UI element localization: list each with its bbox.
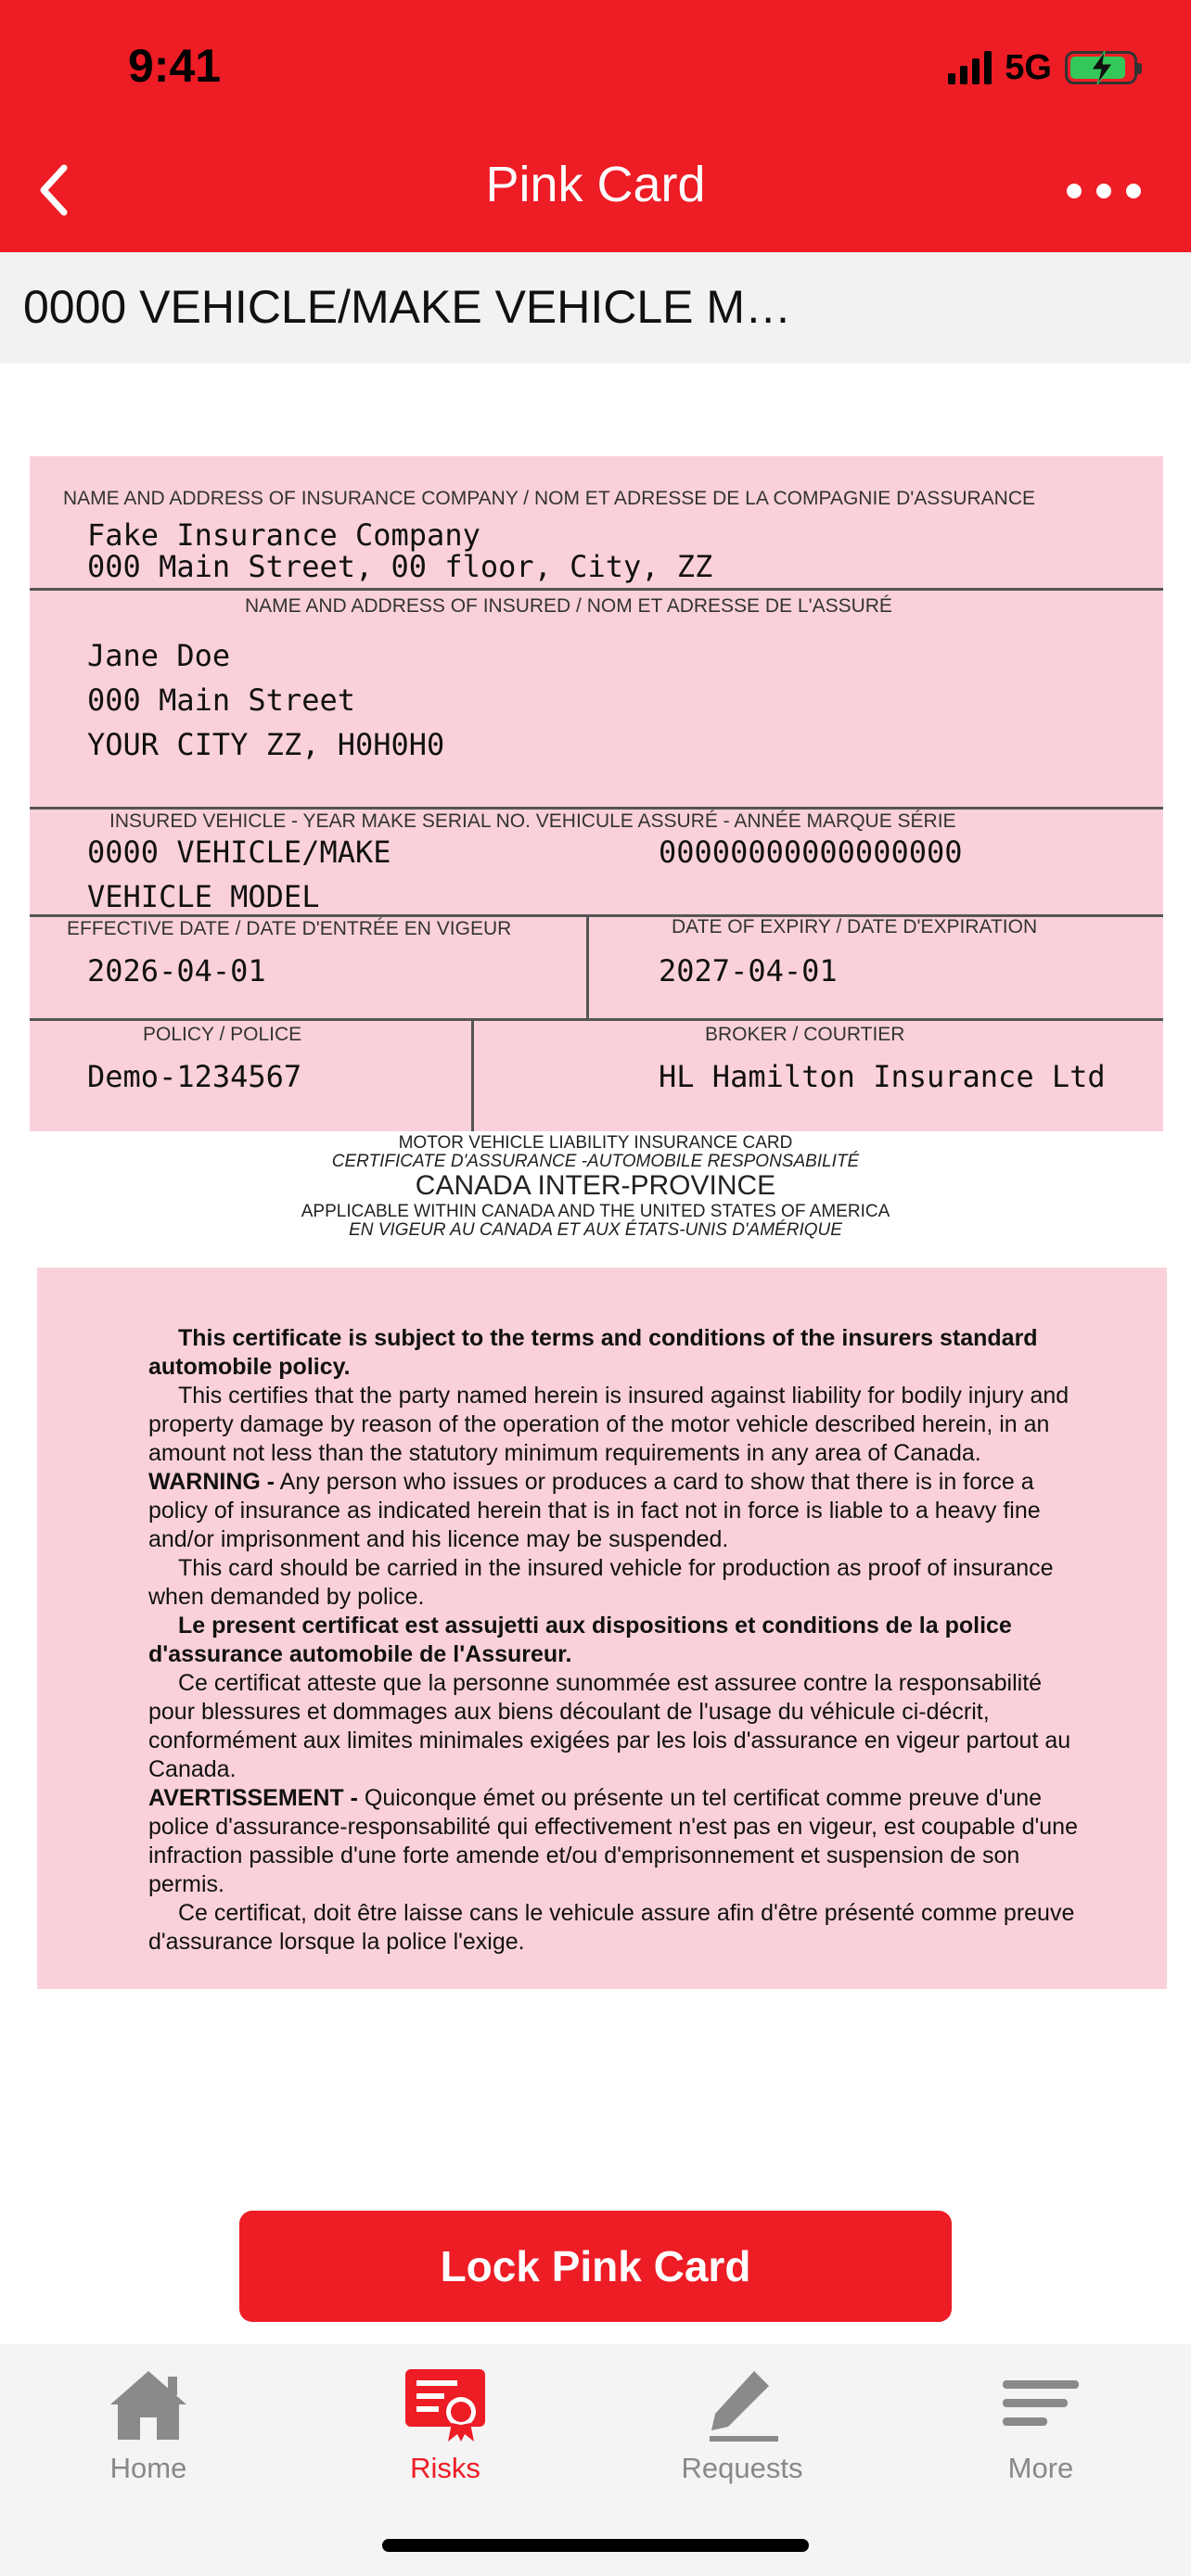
vehicle-serial: 00000000000000000: [659, 835, 963, 870]
tab-home[interactable]: Home: [56, 2363, 241, 2485]
insured-label: NAME AND ADDRESS OF INSURED / NOM ET ADRESSE DE L'ASSURÉ: [245, 595, 892, 617]
broker-name: HL Hamilton Insurance Ltd: [659, 1059, 1106, 1094]
insurer-label: NAME AND ADDRESS OF INSURANCE COMPANY / NOM ET ADRESSE DE LA COMPAGNIE D'ASSURANCE: [63, 488, 1036, 509]
insurer-address: 000 Main Street, 00 floor, City, ZZ: [87, 549, 713, 584]
divider: [30, 1018, 1163, 1021]
policy-number: Demo-1234567: [87, 1059, 302, 1094]
terms-paragraph: Ce certificat atteste que la personne sunommée est assuree contre la responsabilité pour blessures et dommages aux biens découlant de l'usage du véhicule ci-décrit, conformément aux limites minimales exigées par les lois d'assurance en vigeur partout au Canada.: [148, 1670, 1071, 1782]
vehicle-year-make: 0000 VEHICLE/MAKE: [87, 835, 391, 870]
risks-certificate-icon: [401, 2363, 490, 2446]
insurer-name: Fake Insurance Company: [87, 517, 480, 553]
terms-paragraph: This certificate is subject to the terms and conditions of the insurers standard automobile policy.: [148, 1325, 1038, 1380]
pink-card-front: [30, 456, 1163, 1131]
status-time: 9:41: [128, 40, 222, 92]
network-label: 5G: [1005, 47, 1052, 87]
insured-name: Jane Doe: [87, 638, 231, 673]
expiry-date-label: DATE OF EXPIRY / DATE D'EXPIRATION: [672, 916, 1038, 937]
battery-icon: [1065, 51, 1137, 84]
lock-pink-card-button[interactable]: Lock Pink Card: [239, 2211, 952, 2322]
terms-paragraph: Le present certificat est assujetti aux dispositions et conditions de la police d'assurance automobile de l'Assureur.: [148, 1613, 1012, 1667]
pencil-icon: [698, 2363, 787, 2446]
card-footer-applicable-fr: EN VIGEUR AU CANADA ET AUX ÉTATS-UNIS D'AMÉRIQUE: [349, 1220, 842, 1240]
card-footer-subtitle: CERTIFICATE D'ASSURANCE -AUTOMOBILE RESPONSABILITÉ: [331, 1152, 860, 1171]
card-footer-region: CANADA INTER-PROVINCE: [415, 1170, 776, 1201]
more-options-button[interactable]: [1067, 165, 1141, 217]
tab-requests[interactable]: Requests: [649, 2363, 835, 2485]
terms-paragraph: Ce certificat, doit être laisse cans le vehicule assure afin d'être présenté comme preuve d'assurance lorsque la police l'exige.: [148, 1900, 1075, 1955]
terms-warning: WARNING - Any person who issues or produces a card to show that there is in force a policy of insurance as indicated herein that is in fact not in force is liable to a heavy fine and/or imprisonment and his licence may be suspended.: [148, 1469, 1041, 1552]
signal-icon: [948, 51, 992, 84]
tab-more[interactable]: More: [948, 2363, 1133, 2485]
vehicle-label: INSURED VEHICLE - YEAR MAKE SERIAL NO. VEHICULE ASSURÉ - ANNÉE MARQUE SÉRIE: [109, 810, 956, 832]
insured-street: 000 Main Street: [87, 682, 355, 718]
home-icon: [104, 2363, 193, 2446]
terms-paragraph: This certifies that the party named herein is insured against liability for bodily injury and property damage by reason of the operation of the motor vehicle described herein, in an amount not less than the statutory minimum requirements in any area of Canada.: [148, 1383, 1069, 1466]
broker-label: BROKER / COURTIER: [705, 1024, 905, 1045]
divider: [471, 1018, 474, 1131]
terms-paragraph: This card should be carried in the insured vehicle for production as proof of insurance when demanded by police.: [148, 1555, 1054, 1610]
divider: [30, 807, 1163, 810]
page-title: Pink Card: [485, 157, 706, 212]
terms-warning-fr: AVERTISSEMENT - Quiconque émet ou présente un tel certificat comme preuve d'une police d'assurance-responsabilité qui effectivement n'est pas en vigeur, est coupable d'une infraction passible d'une forte amende et/ou d'emprisonnement et suspension de son permis.: [148, 1785, 1078, 1897]
divider: [30, 588, 1163, 591]
card-footer-applicable: APPLICABLE WITHIN CANADA AND THE UNITED STATES OF AMERICA: [301, 1202, 890, 1221]
divider: [586, 914, 589, 1018]
effective-date-label: EFFECTIVE DATE / DATE D'ENTRÉE EN VIGEUR: [67, 918, 512, 939]
expiry-date: 2027-04-01: [659, 953, 838, 988]
card-footer-title: MOTOR VEHICLE LIABILITY INSURANCE CARD: [398, 1133, 793, 1153]
insured-city: YOUR CITY ZZ, H0H0H0: [87, 727, 445, 762]
effective-date: 2026-04-01: [87, 953, 266, 988]
menu-lines-icon: [996, 2363, 1085, 2446]
terms-text: [148, 1324, 1095, 1957]
ellipsis-icon: [1067, 184, 1082, 198]
home-indicator: [382, 2539, 809, 2552]
tab-risks[interactable]: Risks: [352, 2363, 538, 2485]
policy-label: POLICY / POLICE: [143, 1024, 302, 1045]
status-indicators: [948, 45, 1137, 91]
vehicle-model: VEHICLE MODEL: [87, 879, 320, 914]
vehicle-title: 0000 VEHICLE/MAKE VEHICLE M…: [23, 281, 792, 333]
app-header: [0, 0, 1191, 252]
